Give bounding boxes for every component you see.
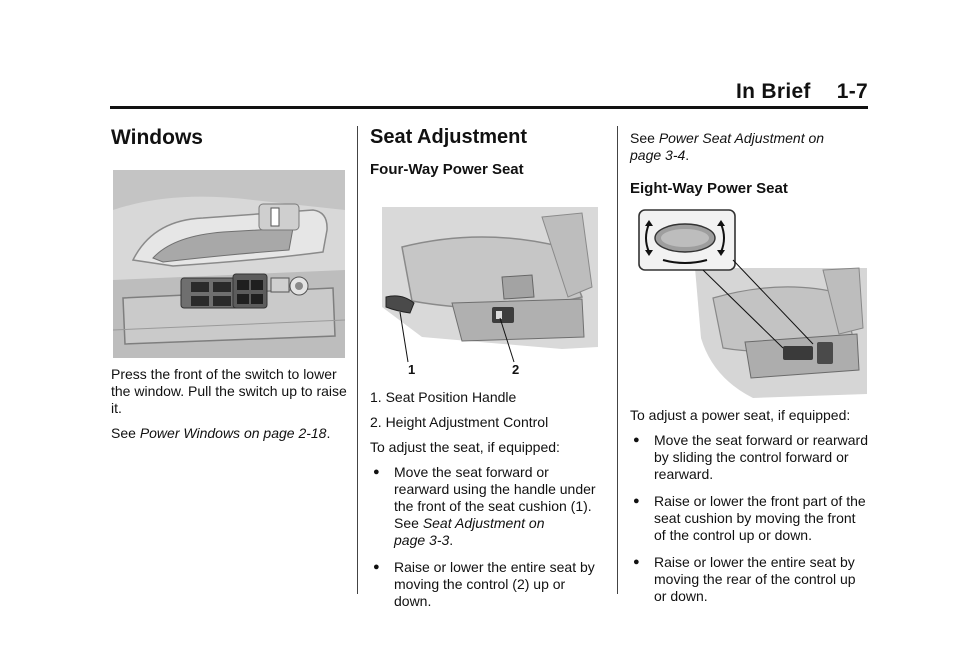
- windows-see-reference: [111, 425, 351, 442]
- column-windows: [111, 126, 347, 150]
- header-page-number: 1-7: [836, 80, 868, 103]
- list-item: [370, 464, 606, 549]
- see-prefix: See: [394, 515, 419, 531]
- list-item: [630, 554, 870, 605]
- power-seat-adjustment-link[interactable]: Power Seat Adjustment on page 3-4: [630, 130, 825, 163]
- see-suffix: .: [449, 532, 454, 548]
- bullet-text: Move the seat forward or rearward using the handle under the front of the seat cushion (1).: [394, 464, 596, 514]
- see-suffix: .: [685, 147, 690, 163]
- column-seat-adjustment: [370, 126, 606, 178]
- bullet-icon: ●: [373, 561, 380, 573]
- list-item: [370, 559, 606, 610]
- four-way-intro: To adjust the seat, if equipped:: [370, 439, 560, 455]
- header-section: In Brief: [735, 80, 811, 103]
- door-window-switch-illustration: [113, 170, 345, 358]
- bullet-text: Move the seat forward or rearward by sliding the control forward or rearward.: [654, 432, 868, 482]
- eight-way-intro: To adjust a power seat, if equipped:: [630, 407, 851, 423]
- legend-item-2: 2. Height Adjustment Control: [370, 414, 549, 430]
- subtitle-four-way-seat: Four-Way Power Seat: [370, 161, 524, 178]
- seat-adjustment-link[interactable]: Seat Adjustment on page 3-3: [394, 515, 545, 548]
- four-way-text-block: [370, 389, 606, 610]
- column-divider-1: [357, 126, 358, 594]
- section-title-seat-adjustment: Seat Adjustment: [370, 126, 528, 148]
- list-item: [630, 432, 870, 483]
- section-title-windows: Windows: [111, 126, 203, 149]
- four-way-bullet-list: [370, 464, 606, 610]
- power-windows-link[interactable]: Power Windows on page 2-18: [139, 425, 327, 441]
- col3-see-reference: [630, 130, 870, 164]
- see-prefix: See: [111, 425, 136, 441]
- header-title: [736, 80, 868, 104]
- callout-label-2: 2: [512, 362, 520, 377]
- legend-item-1: 1. Seat Position Handle: [370, 389, 517, 405]
- windows-text-block: [111, 366, 351, 442]
- see-prefix: See: [630, 130, 655, 146]
- eight-way-text-block: [630, 407, 870, 605]
- subtitle-eight-way-seat: Eight-Way Power Seat: [630, 180, 788, 197]
- page-header: [110, 80, 868, 109]
- column-divider-2: [617, 126, 618, 594]
- callout-label-1: 1: [408, 362, 416, 377]
- bullet-text: Raise or lower the entire seat by moving the control (2) up or down.: [394, 559, 595, 609]
- windows-instruction: Press the front of the switch to lower the window. Pull the switch up to raise it.: [111, 366, 347, 416]
- eight-way-bullet-list: [630, 432, 870, 605]
- see-suffix: .: [326, 425, 331, 441]
- eight-way-seat-illustration: [633, 208, 867, 398]
- bullet-icon: ●: [633, 434, 640, 446]
- bullet-icon: ●: [633, 556, 640, 568]
- column-eight-way: [630, 126, 870, 197]
- bullet-text: Raise or lower the front part of the seat cushion by moving the front of the control up or down.: [654, 493, 866, 543]
- bullet-icon: ●: [373, 466, 380, 478]
- bullet-text: Raise or lower the entire seat by moving the rear of the control up or down.: [654, 554, 856, 604]
- bullet-icon: ●: [633, 495, 640, 507]
- list-item: [630, 493, 870, 544]
- callout-leader-lines: [380, 300, 540, 366]
